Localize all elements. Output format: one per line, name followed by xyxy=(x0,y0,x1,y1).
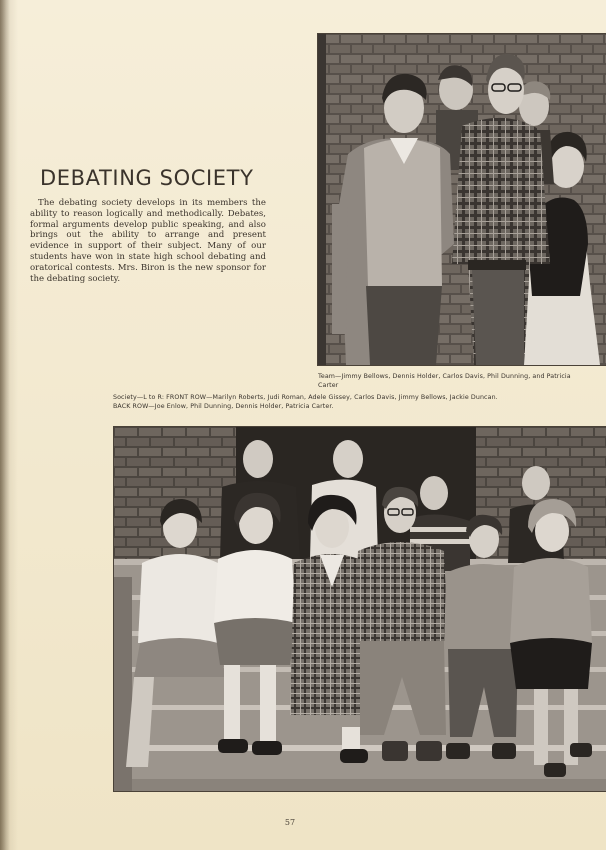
page-number: 57 xyxy=(284,818,296,827)
team-photo-caption: Team—Jimmy Bellows, Dennis Holder, Carlos Davis, Phil Dunning, and Patricia Carter xyxy=(318,373,571,390)
team-photo-image xyxy=(318,34,606,365)
society-photo-caption xyxy=(113,393,603,411)
society-photo-image xyxy=(114,427,606,791)
society-caption-back-row: BACK ROW—Joe Enlow, Phil Dunning, Dennis Holder, Patricia Carter. xyxy=(113,403,334,411)
description-paragraph: The debating society develops in its members the ability to reason logically and methodically. Debates, formal arguments develop public speaking, and also brings out the ability to arrange and present evidence in support of their subject. Many of our students have won in state high school debating and oratorical contests. Mrs. Biron is the new sponsor for the debating society. xyxy=(30,198,266,284)
society-photo xyxy=(113,426,606,792)
page-heading: DEBATING SOCIETY xyxy=(40,166,254,190)
binding-gutter-shadow xyxy=(0,0,10,850)
society-caption-front-row: Society—L to R: FRONT ROW—Marilyn Roberts, Judi Roman, Adele Gissey, Carlos Davis, Jimmy Bellows, Jackie Duncan. xyxy=(113,394,498,401)
team-photo xyxy=(317,33,606,366)
